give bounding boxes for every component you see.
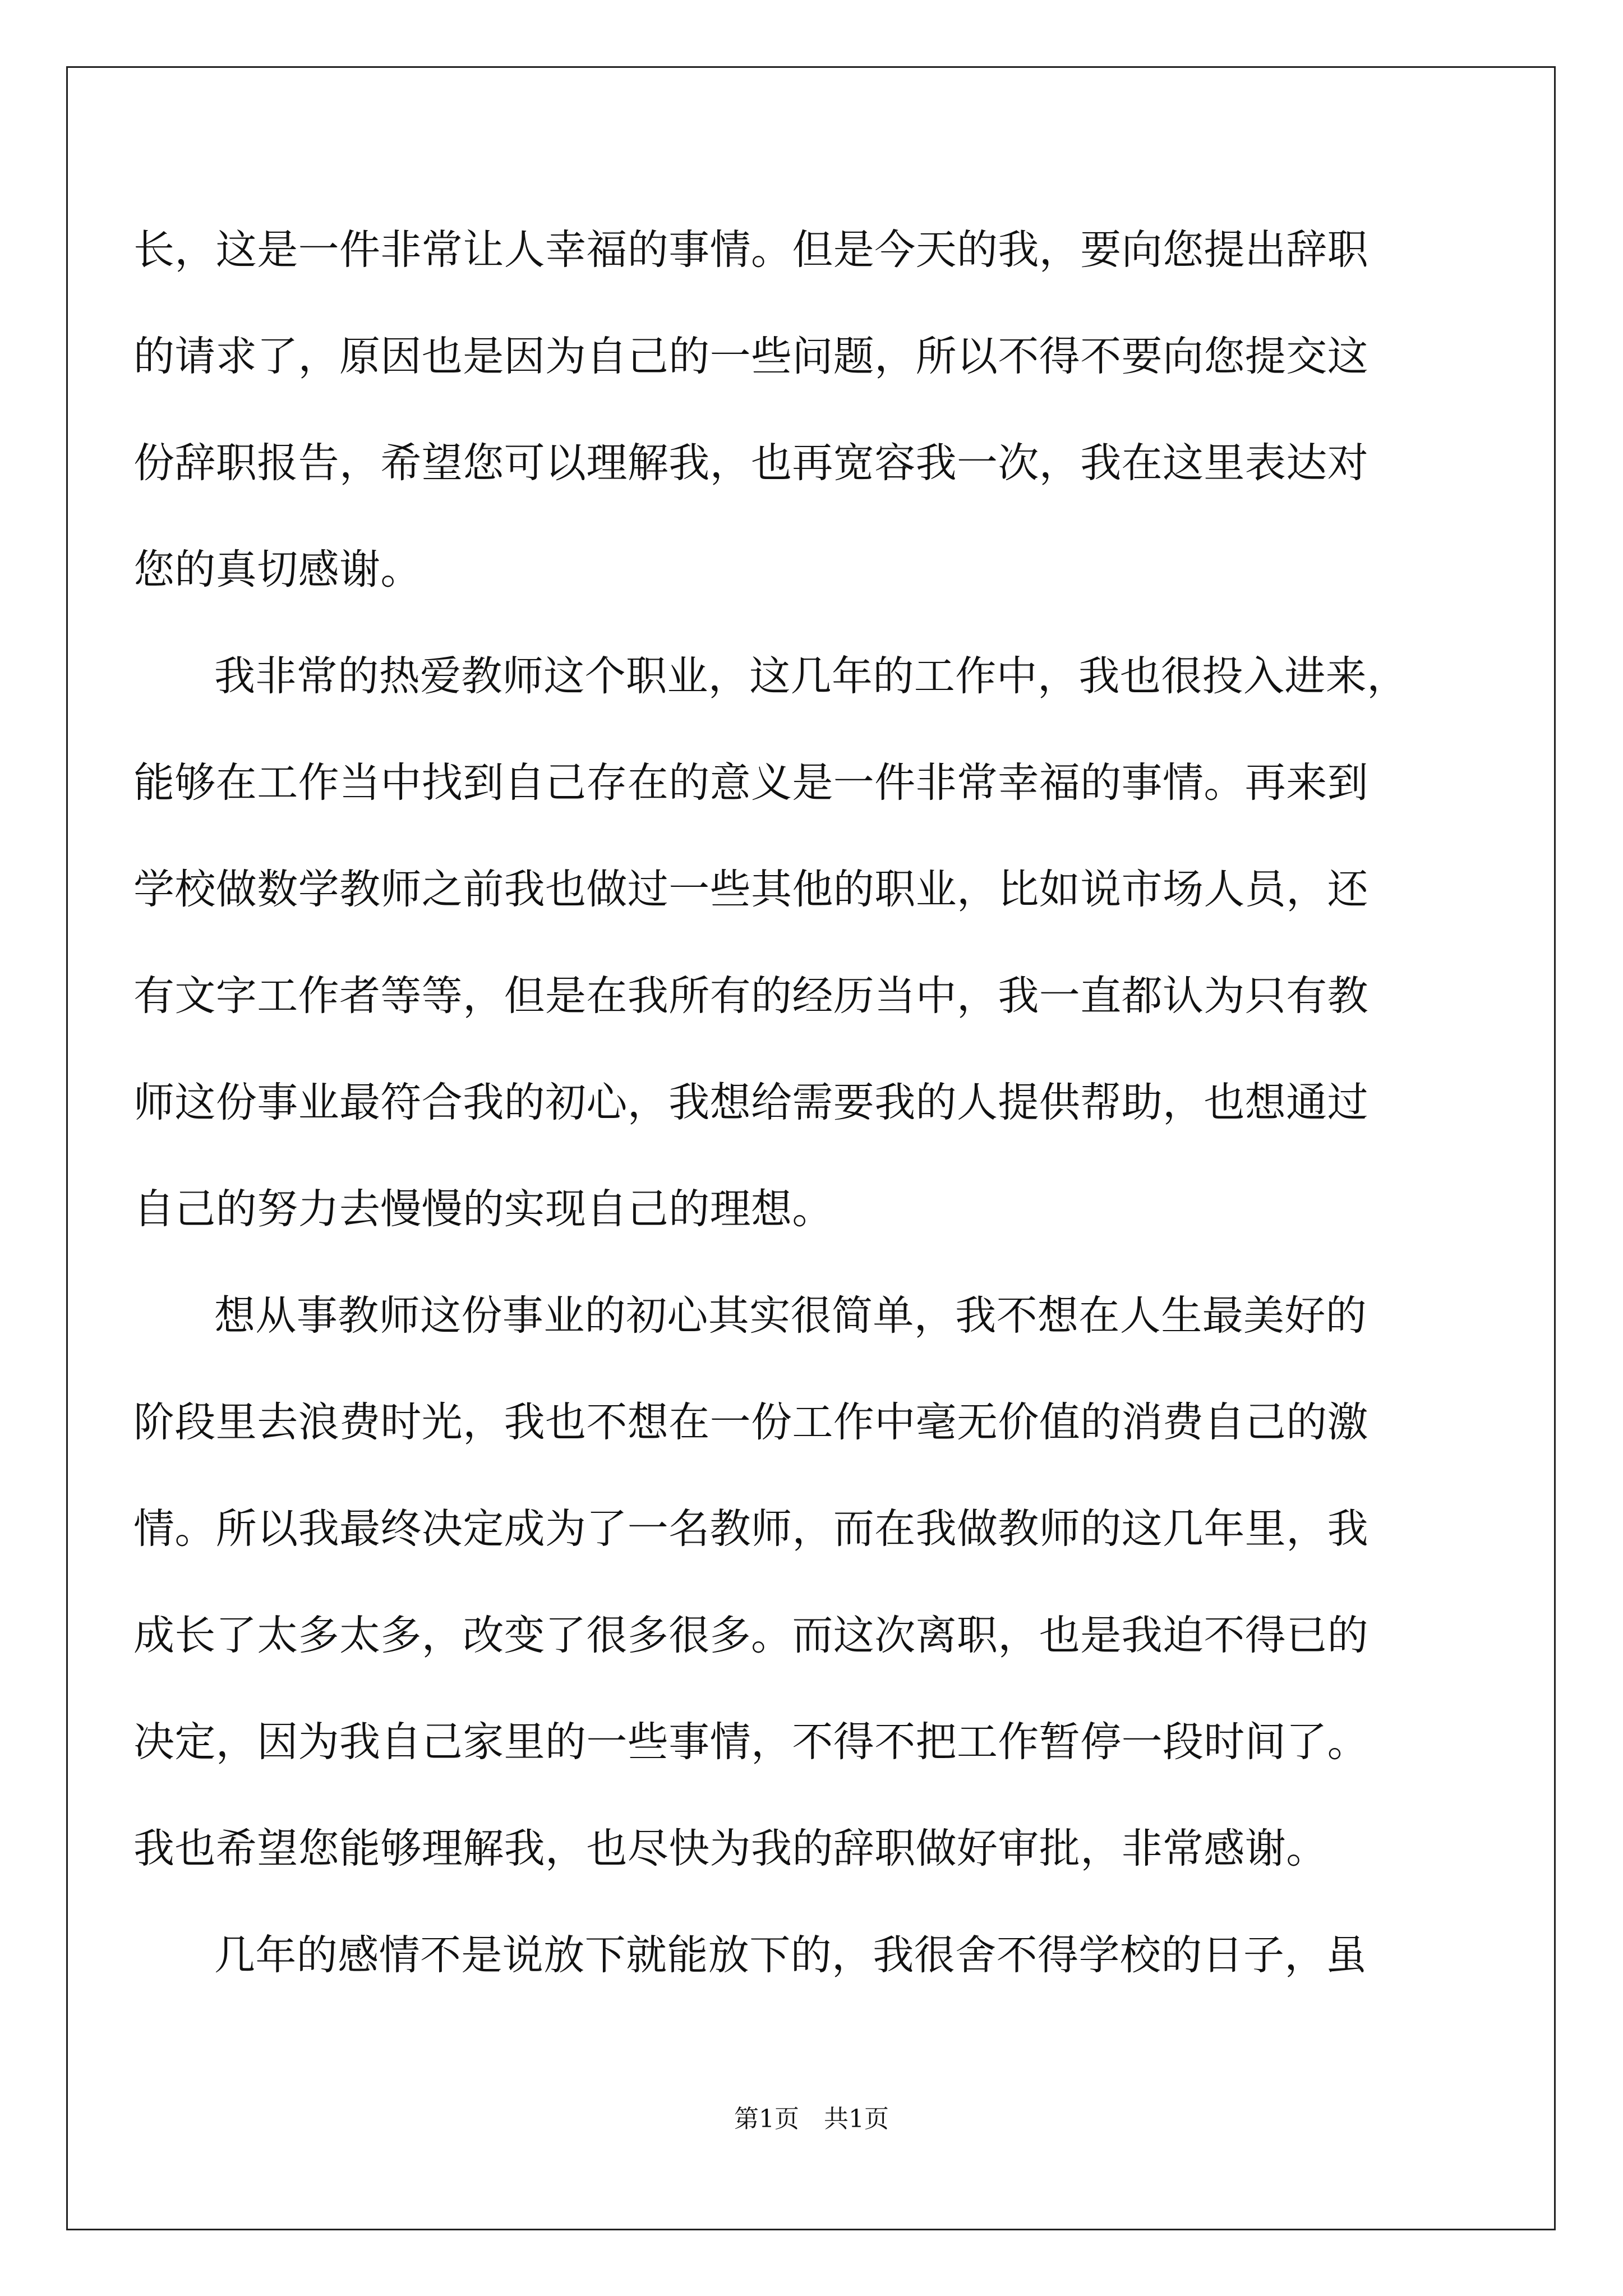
paragraph-first-line: 几年的感情不是说放下就能放下的，我很舍不得学校的日子，虽 bbox=[214, 1931, 1367, 1979]
page-number-total: 共1页 bbox=[824, 2105, 889, 2133]
text-line: 决定，因为我自己家里的一些事情，不得不把工作暂停一段时间了。 bbox=[133, 1718, 1368, 1766]
page-border bbox=[66, 66, 1556, 2230]
text-line: 的请求了，原因也是因为自己的一些问题，所以不得不要向您提交这 bbox=[133, 333, 1368, 380]
text-line: 师这份事业最符合我的初心，我想给需要我的人提供帮助，也想通过 bbox=[133, 1079, 1368, 1126]
text-line: 有文字工作者等等，但是在我所有的经历当中，我一直都认为只有教 bbox=[133, 972, 1368, 1020]
text-line: 长，这是一件非常让人幸福的事情。但是今天的我，要向您提出辞职 bbox=[133, 226, 1368, 274]
text-line: 阶段里去浪费时光，我也不想在一份工作中毫无价值的消费自己的激 bbox=[133, 1398, 1368, 1446]
text-line: 情。所以我最终决定成为了一名教师，而在我做教师的这几年里，我 bbox=[133, 1505, 1368, 1553]
page-number-current: 第1页 bbox=[734, 2105, 799, 2133]
text-line: 成长了太多太多，改变了很多很多。而这次离职，也是我迫不得已的 bbox=[133, 1612, 1368, 1659]
text-line: 我也希望您能够理解我，也尽快为我的辞职做好审批，非常感谢。 bbox=[133, 1825, 1327, 1872]
text-line: 学校做数学教师之前我也做过一些其他的职业，比如说市场人员，还 bbox=[133, 866, 1368, 913]
page-footer bbox=[0, 2102, 1623, 2136]
text-line: 您的真切感谢。 bbox=[133, 546, 422, 593]
text-line: 自己的努力去慢慢的实现自己的理想。 bbox=[133, 1185, 833, 1233]
paragraph-first-line: 想从事教师这份事业的初心其实很简单，我不想在人生最美好的 bbox=[214, 1292, 1367, 1340]
text-line: 能够在工作当中找到自己存在的意义是一件非常幸福的事情。再来到 bbox=[133, 759, 1368, 807]
paragraph-first-line: 我非常的热爱教师这个职业，这几年的工作中，我也很投入进来， bbox=[214, 652, 1408, 700]
text-line: 份辞职报告，希望您可以理解我，也再宽容我一次，我在这里表达对 bbox=[133, 439, 1368, 487]
